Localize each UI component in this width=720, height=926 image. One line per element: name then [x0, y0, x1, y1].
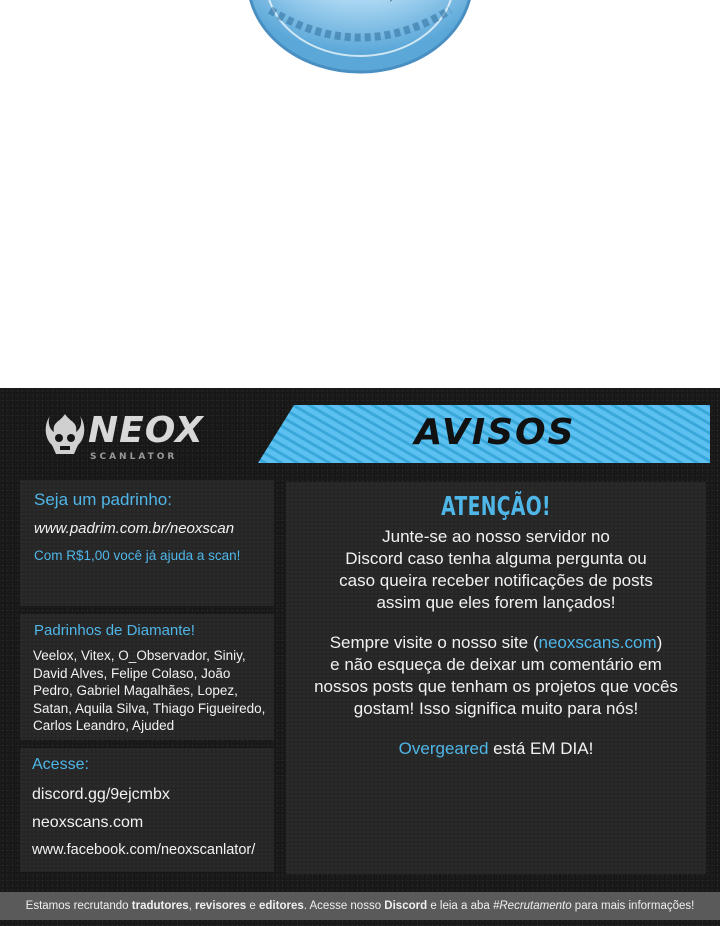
notice-line: assim que eles forem lançados! — [376, 593, 616, 612]
footer-text: para mais informações! — [571, 900, 695, 912]
diamond-sponsors-box — [20, 614, 274, 740]
neox-logo — [44, 410, 214, 464]
notice-paragraph-discord — [286, 526, 706, 614]
notice-title: ATENÇÃO! — [441, 492, 551, 522]
footer-bold-editors: editores — [259, 900, 304, 912]
footer-bold-discord: Discord — [384, 900, 428, 912]
notice-line: gostam! Isso significa muito para nós! — [353, 699, 639, 718]
footer-bold-translators: tradutores — [131, 900, 189, 912]
sponsor-note: Com R$1,00 você já ajuda a scan! — [34, 548, 241, 563]
top-white-area — [0, 0, 720, 388]
notice-line — [286, 632, 706, 654]
discord-link[interactable]: discord.gg/9ejcmbx — [32, 786, 170, 803]
footer-text: e — [246, 900, 259, 912]
notice-paragraph-site — [286, 632, 706, 720]
diamond-sponsors-title: Padrinhos de Diamante! — [34, 622, 195, 639]
emblem-fragment-icon — [230, 0, 490, 76]
logo-wordmark: NEOX — [88, 410, 204, 451]
logo-subtitle: SCANLATOR — [90, 452, 178, 462]
series-link[interactable]: Overgeared — [398, 739, 489, 758]
recruitment-footer — [0, 892, 720, 920]
footer-italic-recruitment: #Recrutamento — [492, 900, 572, 912]
notice-line: nossos posts que tenham os projetos que vocês — [314, 677, 678, 696]
notice-line: Junte-se ao nosso servidor no — [382, 527, 610, 546]
site-link[interactable]: neoxscans.com — [32, 814, 144, 831]
footer-bold-reviewers: revisores — [195, 900, 247, 912]
notice-site-link[interactable]: neoxscans.com — [538, 633, 657, 652]
facebook-link[interactable]: www.facebook.com/neoxscanlator/ — [32, 842, 256, 858]
series-status: está EM DIA! — [488, 739, 594, 758]
notice-paragraph-status — [286, 738, 706, 760]
footer-text: Estamos recrutando — [25, 900, 132, 912]
credits-panel — [0, 388, 720, 926]
notice-line: caso queira receber notificações de posts — [339, 571, 653, 590]
footer-text: , — [188, 900, 196, 912]
flame-skull-icon — [44, 412, 86, 456]
access-title: Acesse: — [32, 756, 89, 773]
diamond-sponsors-names: Veelox, Vitex, O_Observador, Siniy, David Alves, Felipe Colaso, João Pedro, Gabriel Magalhães, Lopez, Satan, Aquila Silva, Thiago Figueiredo, Carlos Leandro, Ajuded — [33, 648, 266, 733]
notice-site-suffix: ) — [656, 633, 663, 652]
sponsor-title: Seja um padrinho: — [34, 490, 172, 509]
footer-text: e leia a aba — [427, 900, 493, 912]
sponsor-url-link[interactable]: www.padrim.com.br/neoxscan — [34, 520, 235, 537]
sponsor-box — [20, 480, 274, 606]
notice-line: Discord caso tenha alguma pergunta ou — [345, 549, 647, 568]
avisos-title: AVISOS — [414, 412, 576, 453]
notice-line: e não esqueça de deixar um comentário em — [330, 655, 662, 674]
access-box — [20, 748, 274, 872]
notice-box — [286, 482, 706, 874]
footer-text: . Acesse nosso — [303, 900, 385, 912]
notice-site-prefix: Sempre visite o nosso site ( — [329, 633, 539, 652]
